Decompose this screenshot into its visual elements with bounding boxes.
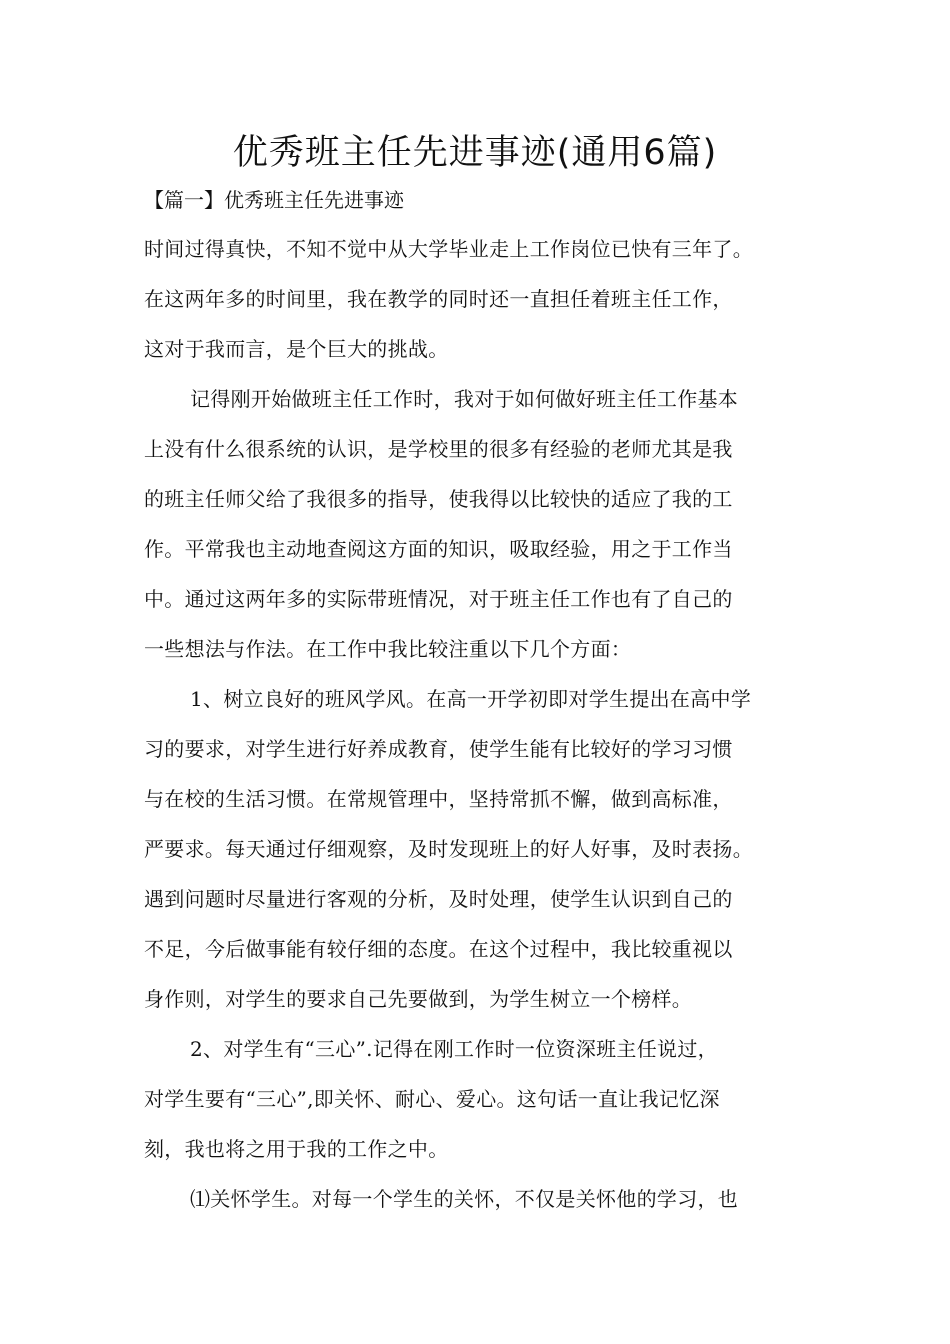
paragraph-line: 刻，我也将之用于我的工作之中。 bbox=[144, 1137, 449, 1161]
paragraph-line: 的班主任师父给了我很多的指导，使我得以比较快的适应了我的工 bbox=[144, 487, 733, 511]
paragraph-line: ⑴关怀学生。对每一个学生的关怀，不仅是关怀他的学习，也 bbox=[190, 1187, 739, 1211]
paragraph-line: 在这两年多的时间里，我在教学的同时还一直担任着班主任工作， bbox=[144, 287, 733, 311]
paragraph-line: 身作则，对学生的要求自己先要做到，为学生树立一个榜样。 bbox=[144, 987, 693, 1011]
paragraph-line: 作。平常我也主动地查阅这方面的知识，吸取经验，用之于工作当 bbox=[144, 537, 733, 561]
paragraph-line: 严要求。每天通过仔细观察，及时发现班上的好人好事，及时表扬。 bbox=[144, 837, 753, 861]
paragraph-line: 不足，今后做事能有较仔细的态度。在这个过程中，我比较重视以 bbox=[144, 937, 733, 961]
paragraph-line: 这对于我而言，是个巨大的挑战。 bbox=[144, 337, 449, 361]
section-heading: 【篇一】优秀班主任先进事迹 bbox=[144, 188, 404, 212]
paragraph-line: 记得刚开始做班主任工作时，我对于如何做好班主任工作基本 bbox=[190, 387, 739, 411]
paragraph-line: 中。通过这两年多的实际带班情况，对于班主任工作也有了自己的 bbox=[144, 587, 733, 611]
paragraph-line: 与在校的生活习惯。在常规管理中，坚持常抓不懈，做到高标准， bbox=[144, 787, 733, 811]
document-title: 优秀班主任先进事迹(通用6篇) bbox=[232, 133, 718, 173]
paragraph-line: 对学生要有“三心”,即关怀、耐心、爱心。这句话一直让我记忆深 bbox=[144, 1087, 720, 1111]
paragraph-line: 习的要求，对学生进行好养成教育，使学生能有比较好的学习习惯 bbox=[144, 737, 733, 761]
paragraph-line: 时间过得真快，不知不觉中从大学毕业走上工作岗位已快有三年了。 bbox=[144, 237, 753, 261]
paragraph-line: 1、树立良好的班风学风。在高一开学初即对学生提出在高中学 bbox=[190, 687, 752, 711]
paragraph-line: 一些想法与作法。在工作中我比较注重以下几个方面： bbox=[144, 637, 632, 661]
paragraph-line: 2、对学生有“三心”.记得在刚工作时一位资深班主任说过， bbox=[190, 1037, 718, 1061]
paragraph-line: 遇到问题时尽量进行客观的分析，及时处理，使学生认识到自己的 bbox=[144, 887, 733, 911]
paragraph-line: 上没有什么很系统的认识，是学校里的很多有经验的老师尤其是我 bbox=[144, 437, 733, 461]
